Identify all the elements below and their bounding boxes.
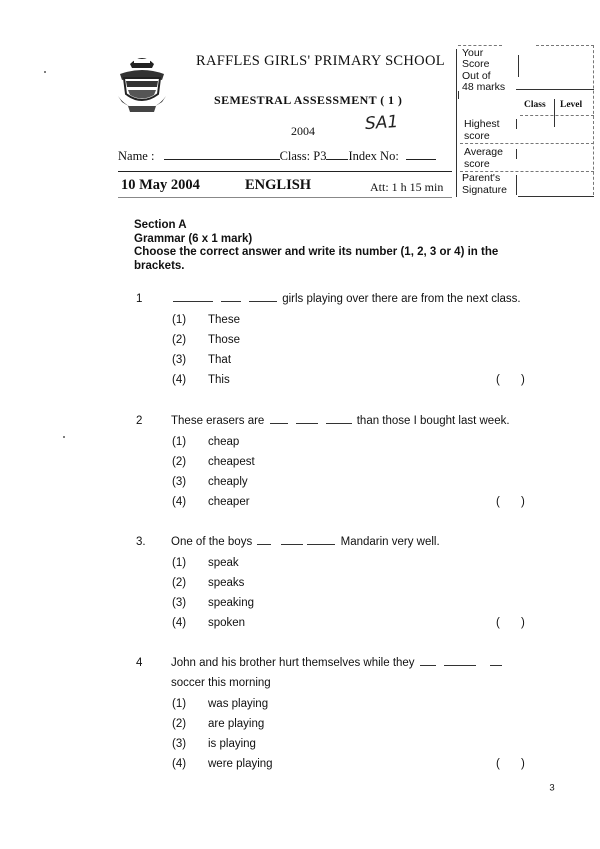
question-number: 3. <box>136 536 146 548</box>
answer-blank[interactable] <box>296 422 318 424</box>
assessment-title: SEMESTRAL ASSESSMENT ( 1 ) <box>214 93 403 107</box>
option-text: spoken <box>208 617 246 629</box>
option-number: (2) <box>172 334 187 346</box>
answer-blank[interactable] <box>281 543 303 545</box>
option-text: cheapest <box>208 456 255 468</box>
option-text: cheaply <box>208 476 248 488</box>
option-text: were playing <box>208 758 273 770</box>
question-text: These erasers are than those I bought last week. <box>171 415 510 427</box>
option-number: (4) <box>172 496 187 508</box>
answer-blank[interactable] <box>444 664 476 666</box>
option-text: cheap <box>208 436 240 448</box>
option-text: is playing <box>208 738 256 750</box>
option-number: (4) <box>172 374 187 386</box>
page-mark: ₃ <box>549 776 556 793</box>
attempt-time: Att: 1 h 15 min <box>370 180 444 194</box>
highest-score-label-2: score <box>464 130 490 142</box>
answer-blank[interactable] <box>420 664 436 666</box>
exam-subject: ENGLISH <box>245 177 312 193</box>
your-score-label-2: Score <box>462 58 490 70</box>
option-text: cheaper <box>208 496 250 508</box>
option-text: This <box>208 374 230 386</box>
option-number: (2) <box>172 456 187 468</box>
question-3 <box>136 536 556 646</box>
answer-blank[interactable] <box>249 300 277 302</box>
option-number: (4) <box>172 617 187 629</box>
section-header <box>134 219 534 273</box>
class-field[interactable] <box>326 158 348 160</box>
answer-blank[interactable] <box>257 543 271 545</box>
header-rule-bottom <box>118 197 452 198</box>
question-4 <box>136 657 556 787</box>
name-field[interactable] <box>164 158 280 160</box>
section-title: Section A <box>134 219 187 231</box>
average-score-label: Average <box>464 146 503 158</box>
answer-bracket[interactable]: ( ) <box>496 496 525 508</box>
question-1 <box>136 293 556 403</box>
handwritten-mark: SA1 <box>364 111 399 135</box>
question-text: One of the boys Mandarin very well. <box>171 536 440 548</box>
option-text: Those <box>208 334 240 346</box>
scan-speck <box>63 436 65 438</box>
option-number: (1) <box>172 698 187 710</box>
highest-score-label: Highest <box>464 118 500 130</box>
answer-blank[interactable] <box>490 664 502 666</box>
school-name: RAFFLES GIRLS' PRIMARY SCHOOL <box>196 53 445 69</box>
scan-speck <box>44 71 46 73</box>
total-marks-label: 48 marks <box>462 81 506 93</box>
section-subtitle: Grammar (6 x 1 mark) <box>134 232 253 245</box>
option-text: speaking <box>208 597 255 609</box>
option-text: was playing <box>208 698 269 710</box>
option-text: That <box>208 354 232 366</box>
option-number: (2) <box>172 718 187 730</box>
option-text: These <box>208 314 240 326</box>
out-of-label: Out of <box>462 70 491 82</box>
option-text: speaks <box>208 577 245 589</box>
header-rule <box>118 171 452 172</box>
question-text-line2: soccer this morning <box>171 677 271 689</box>
answer-blank[interactable] <box>307 543 335 545</box>
answer-blank[interactable] <box>270 422 288 424</box>
question-2 <box>136 415 556 525</box>
question-number: 4 <box>136 657 143 669</box>
score-box <box>456 45 596 197</box>
option-number: (3) <box>172 597 187 609</box>
answer-blank[interactable] <box>173 300 213 302</box>
level-column-header: Level <box>560 100 583 110</box>
assessment-year: 2004 <box>291 124 315 138</box>
class-label: Class: P3 <box>279 149 327 163</box>
option-number: (1) <box>172 314 187 326</box>
section-instruction-2: brackets. <box>134 259 185 272</box>
index-field[interactable] <box>406 158 436 160</box>
answer-bracket[interactable]: ( ) <box>496 374 525 386</box>
exam-date: 10 May 2004 <box>121 177 200 193</box>
option-number: (2) <box>172 577 187 589</box>
name-label: Name : <box>118 149 155 163</box>
section-instruction: Choose the correct answer and write its number (1, 2, 3 or 4) in the <box>134 246 499 258</box>
school-crest-logo <box>116 50 168 120</box>
answer-blank[interactable] <box>221 300 241 302</box>
index-label: Index No: <box>348 149 399 163</box>
option-number: (1) <box>172 436 187 448</box>
option-number: (1) <box>172 557 187 569</box>
option-number: (3) <box>172 738 187 750</box>
option-number: (3) <box>172 476 187 488</box>
class-column-header: Class <box>524 100 546 110</box>
answer-bracket[interactable]: ( ) <box>496 758 525 770</box>
option-text: are playing <box>208 718 265 730</box>
option-number: (4) <box>172 758 187 770</box>
name-class-index-row <box>118 149 436 164</box>
question-text: John and his brother hurt themselves while they <box>171 657 504 669</box>
parent-signature-label-2: Signature <box>462 184 507 196</box>
question-number: 1 <box>136 293 143 305</box>
option-text: speak <box>208 557 239 569</box>
question-text: girls playing over there are from the next class. <box>171 293 521 305</box>
option-number: (3) <box>172 354 187 366</box>
parent-signature-label: Parent's <box>462 172 501 184</box>
answer-bracket[interactable]: ( ) <box>496 617 525 629</box>
your-score-label: Your <box>462 47 484 59</box>
answer-blank[interactable] <box>326 422 352 424</box>
average-score-label-2: score <box>464 158 490 170</box>
question-number: 2 <box>136 415 143 427</box>
